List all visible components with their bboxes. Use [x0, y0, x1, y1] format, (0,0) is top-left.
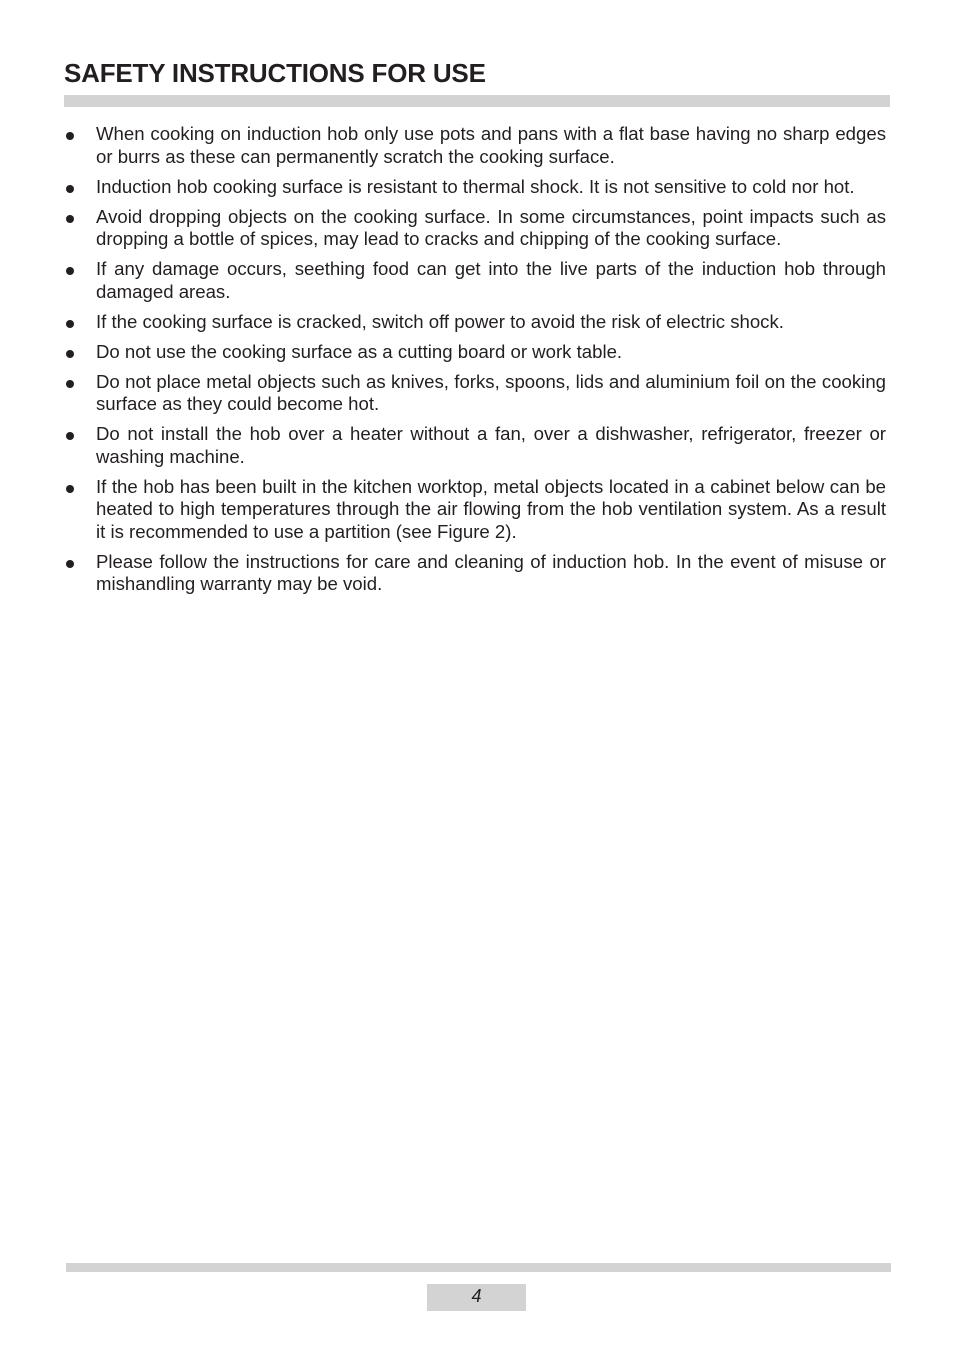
footer-divider-bar [66, 1263, 891, 1272]
bullet-icon [66, 432, 74, 440]
instruction-text: Please follow the instructions for care and cleaning of induction hob. In the event of misuse or mishandling warranty may be void. [96, 550, 886, 594]
title-underline-bar [64, 95, 890, 107]
bullet-icon [66, 560, 74, 568]
safety-instructions-list [64, 123, 886, 603]
bullet-icon [66, 350, 74, 358]
list-item [64, 311, 886, 334]
list-item [64, 476, 886, 544]
instruction-text: If the cooking surface is cracked, switch off power to avoid the risk of electric shock. [96, 310, 784, 332]
list-item [64, 123, 886, 168]
page-number: 4 [427, 1284, 526, 1311]
list-item [64, 206, 886, 251]
instruction-text: When cooking on induction hob only use pots and pans with a flat base having no sharp edges or burrs as these can permanently scratch the cooking surface. [96, 123, 886, 167]
list-item [64, 176, 886, 199]
instruction-text: If the hob has been built in the kitchen worktop, metal objects located in a cabinet below can be heated to high temperatures through the air flowing from the hob ventilation system. As a result it is recommended to use a partition (see Figure 2). [96, 475, 886, 542]
instruction-text: Induction hob cooking surface is resistant to thermal shock. It is not sensitive to cold nor hot. [96, 175, 855, 197]
instruction-text: If any damage occurs, seething food can get into the live parts of the induction hob through damaged areas. [96, 258, 886, 302]
instruction-text: Do not use the cooking surface as a cutting board or work table. [96, 340, 623, 362]
bullet-icon [66, 185, 74, 193]
bullet-icon [66, 485, 74, 493]
bullet-icon [66, 267, 74, 275]
bullet-icon [66, 132, 74, 140]
list-item [64, 341, 886, 364]
list-item [64, 258, 886, 303]
instruction-text: Do not place metal objects such as knives, forks, spoons, lids and aluminium foil on the cooking surface as they could become hot. [96, 370, 886, 414]
bullet-icon [66, 215, 74, 223]
instruction-text: Avoid dropping objects on the cooking surface. In some circumstances, point impacts such as dropping a bottle of spices, may lead to cracks and chipping of the cooking surface. [96, 205, 886, 249]
instruction-text: Do not install the hob over a heater without a fan, over a dishwasher, refrigerator, freezer or washing machine. [96, 423, 886, 467]
list-item [64, 423, 886, 468]
bullet-icon [66, 380, 74, 388]
list-item [64, 371, 886, 416]
page-title: SAFETY INSTRUCTIONS FOR USE [64, 58, 486, 88]
bullet-icon [66, 320, 74, 328]
list-item [64, 551, 886, 596]
